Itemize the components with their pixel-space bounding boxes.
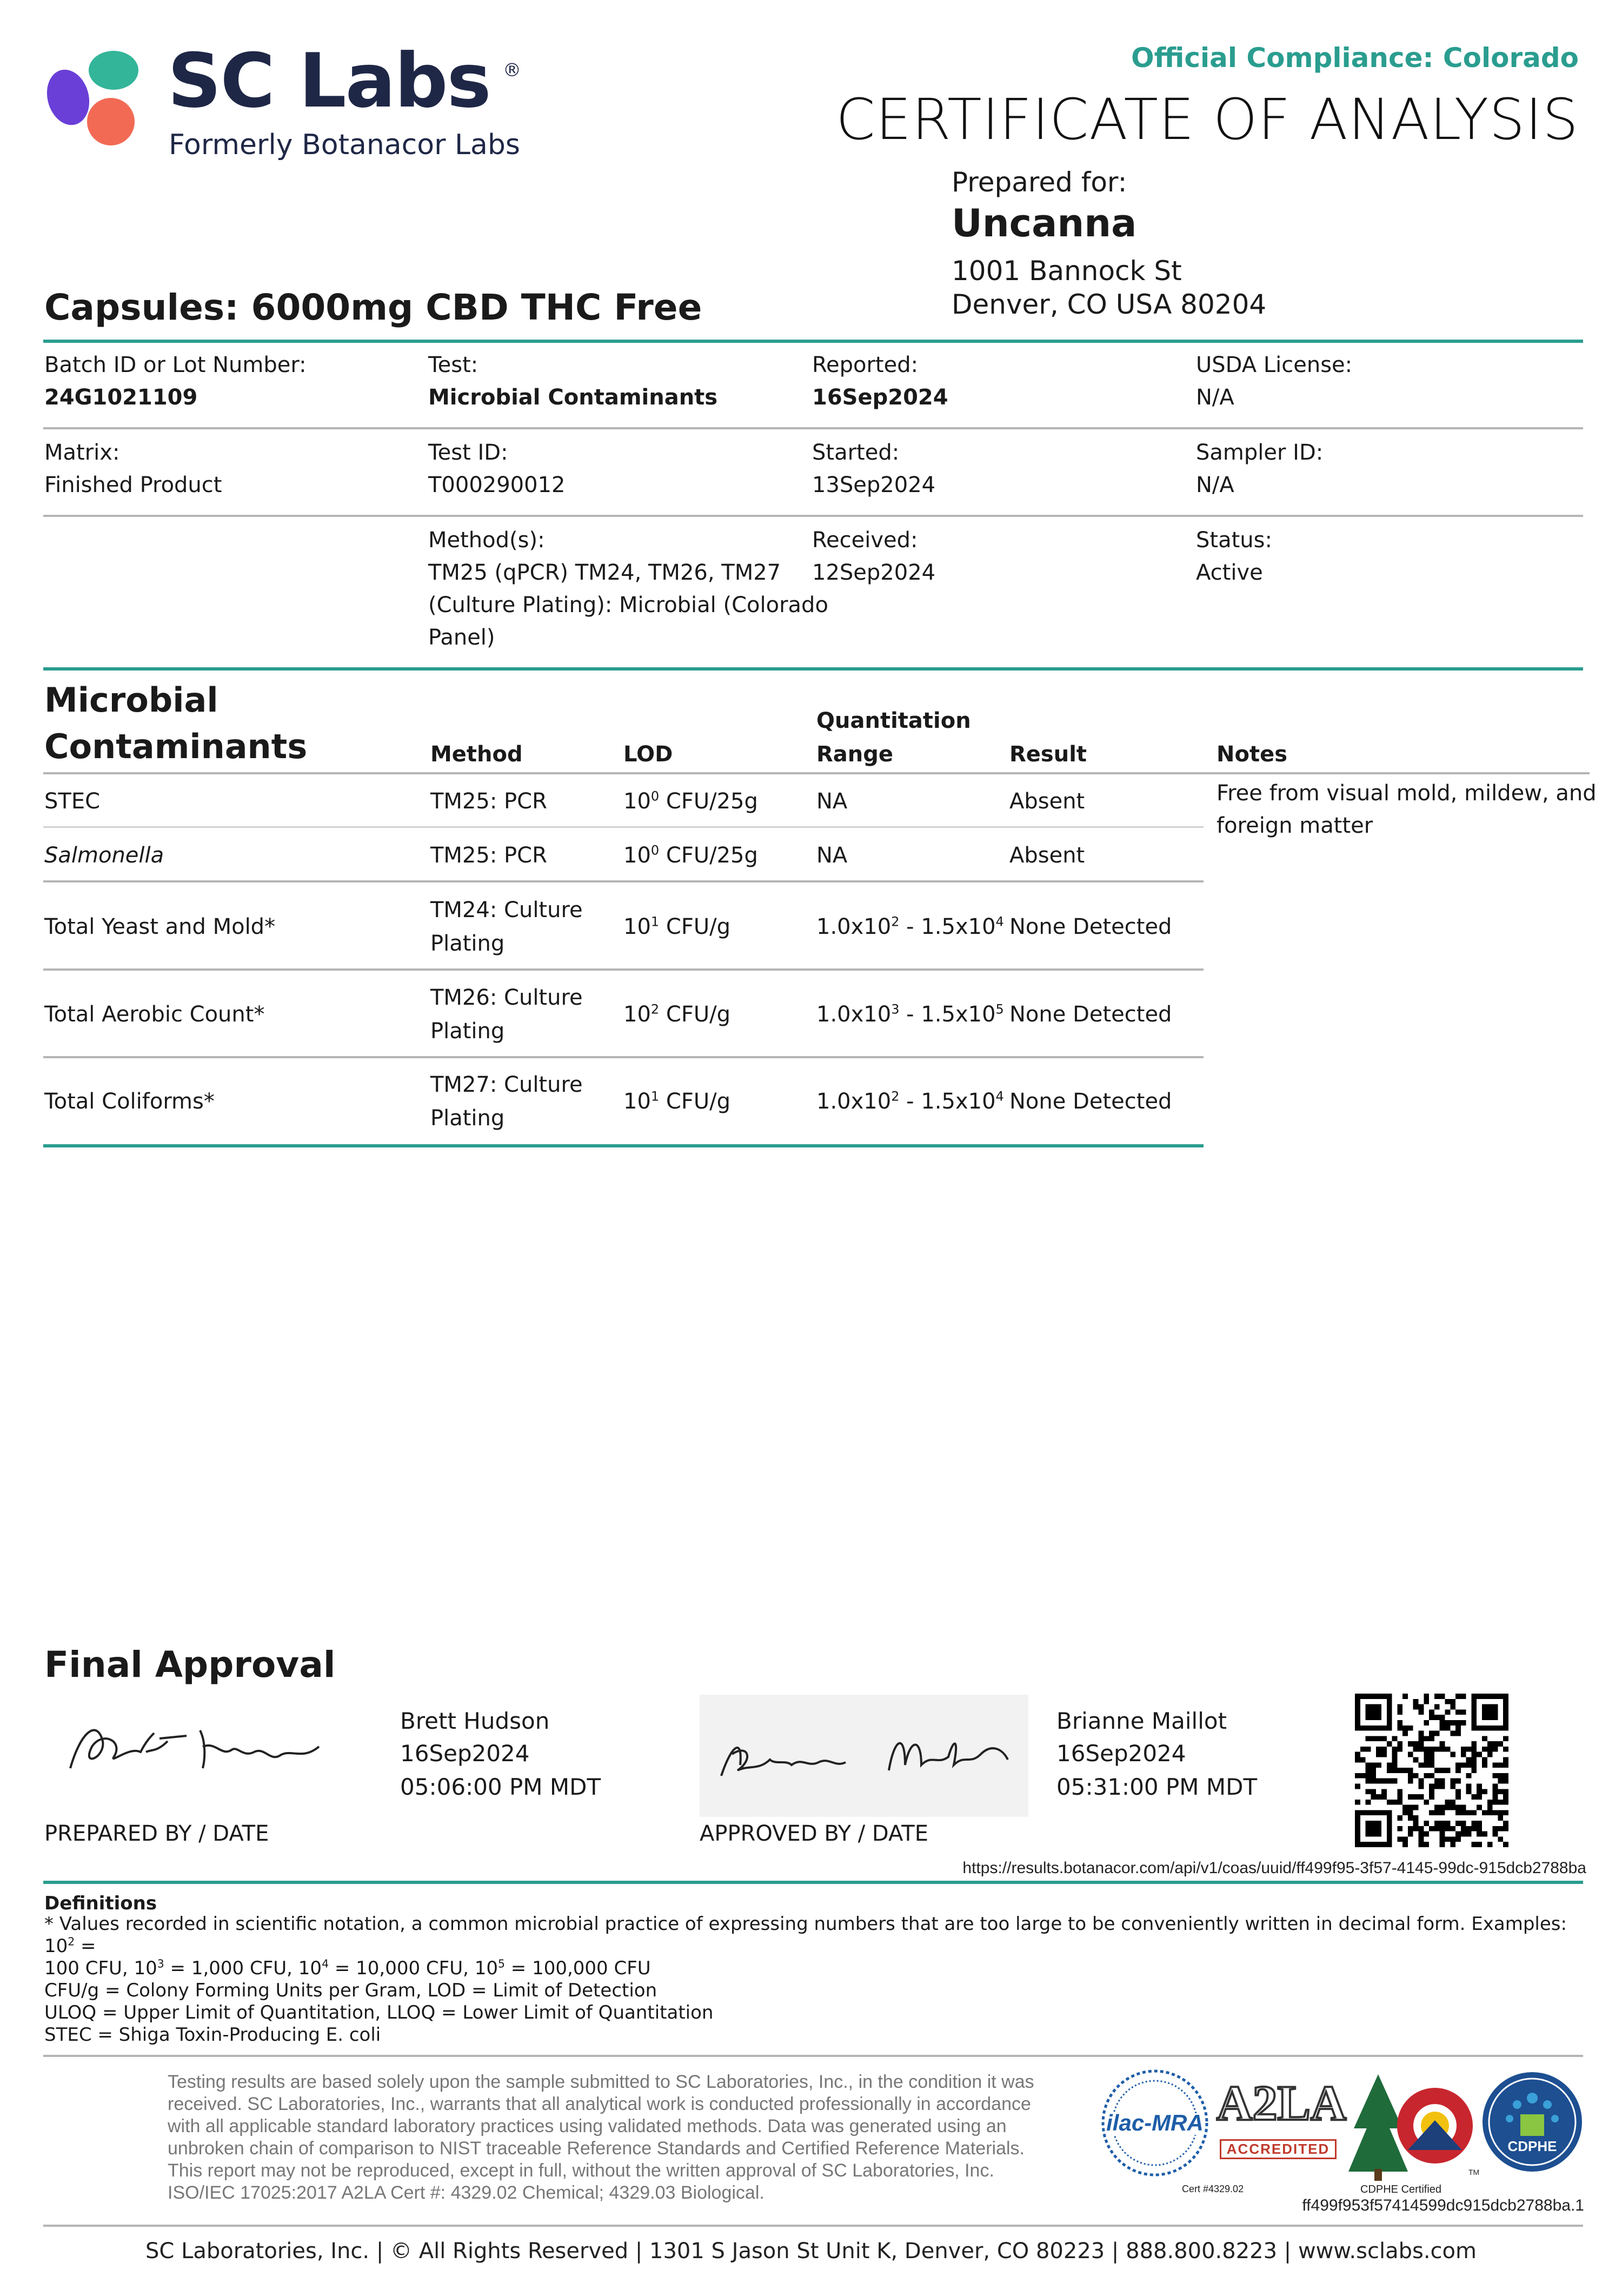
cdphe-text: CDPHE (1507, 2138, 1557, 2154)
definition-text: 100 CFU, 10 (44, 1957, 157, 1979)
client-name: Uncanna (952, 201, 1137, 245)
cell-text: None Detected (1009, 1089, 1172, 1114)
divider (43, 2225, 1583, 2227)
received-label: Received: (812, 528, 918, 553)
disclaimer (168, 2071, 1108, 2204)
notes-line: foreign matter (1216, 813, 1373, 838)
definition-exp: 2 (68, 1935, 75, 1948)
definition-exp: 5 (498, 1957, 505, 1970)
lod-cell (623, 839, 758, 872)
cell-text: Plating (430, 1019, 505, 1044)
cell-text: STEC (44, 789, 101, 814)
disclaimer-line: ISO/IEC 17025:2017 A2LA Cert #: 4329.02 Chemical; 4329.03 Biological. (168, 2182, 765, 2203)
analyte-name (44, 785, 100, 818)
divider (43, 2055, 1583, 2057)
status-label: Status: (1196, 528, 1272, 553)
disclaimer-line: This report may not be reproduced, except in full, without the written approval of SC Laboratories, Inc. (168, 2160, 994, 2181)
cell-text: Absent (1009, 789, 1085, 814)
cell-exp: 4 (995, 1089, 1004, 1104)
preparer-name: Brett Hudson (400, 1708, 550, 1734)
ilac-text: ilac-MRA (1106, 2110, 1204, 2135)
document-id: ff499f953f57414599dc915dcb2788ba.1 (1302, 2197, 1584, 2214)
approval-title: Final Approval (44, 1644, 336, 1685)
matrix-value: Finished Product (44, 473, 222, 497)
cell-text: 10 (623, 1089, 651, 1114)
qr-code-icon[interactable] (1355, 1694, 1508, 1847)
divider (43, 1881, 1583, 1884)
method-value-2: (Culture Plating): Microbial (Colorado (428, 593, 828, 618)
cell-text: 10 (623, 914, 651, 939)
method-cell (430, 839, 547, 872)
cell-exp: 2 (891, 914, 900, 930)
ilac-badge (1101, 2069, 1209, 2177)
result-cell (1009, 1085, 1172, 1118)
range-cell (816, 785, 847, 818)
definition-exp: 3 (157, 1957, 164, 1970)
cell-text: None Detected (1009, 914, 1172, 939)
test-id-value: T000290012 (428, 473, 566, 497)
client-address-1: 1001 Bannock St (952, 255, 1182, 287)
batch-label: Batch ID or Lot Number: (44, 353, 307, 377)
sampler-value: N/A (1196, 473, 1234, 497)
approver-time: 05:31:00 PM MDT (1056, 1774, 1258, 1800)
started-value: 13Sep2024 (812, 473, 936, 497)
cell-exp: 1 (650, 1089, 660, 1104)
definition-text: = 10,000 CFU, 10 (329, 1957, 498, 1979)
svg-text:TM: TM (1468, 2168, 1480, 2176)
definition-text: * Values recorded in scientific notation, a common microbial practice of expressing numbers that are too large to be conveniently written in decimal form. Examples: 10 (44, 1913, 1567, 1957)
analyte-name (44, 910, 275, 944)
cert-number: Cert #4329.02 (1182, 2184, 1244, 2194)
section-title (44, 677, 307, 770)
cell-text: Absent (1009, 843, 1085, 868)
cell-text: NA (816, 843, 848, 868)
cell-text: CFU/g (659, 1002, 730, 1027)
client-address-2: Denver, CO USA 80204 (952, 289, 1267, 320)
range-cell (816, 910, 1004, 944)
divider (43, 515, 1583, 517)
cell-exp: 5 (995, 1001, 1004, 1017)
divider (43, 427, 1583, 429)
cell-text: TM24: Culture (430, 897, 583, 923)
row-divider (43, 968, 1204, 971)
test-label: Test: (428, 353, 478, 377)
col-header-range-2: Range (816, 742, 894, 767)
cell-text: 10 (623, 843, 651, 868)
method-cell (430, 785, 547, 818)
a2la-badge (1216, 2074, 1347, 2169)
divider (43, 340, 1583, 343)
cell-text: 1.0x10 (816, 914, 892, 939)
lod-cell (623, 785, 758, 818)
prepared-signature (59, 1709, 330, 1790)
range-cell (816, 839, 847, 872)
test-value: Microbial Contaminants (428, 385, 718, 410)
cell-text: CFU/25g (659, 843, 758, 868)
cell-text: CFU/g (659, 914, 730, 939)
definition-line: CFU/g = Colony Forming Units per Gram, LOD = Limit of Detection (44, 1980, 657, 2001)
usda-label: USDA License: (1196, 353, 1353, 377)
lod-cell (623, 910, 730, 944)
cell-text: - 1.5x10 (899, 1089, 996, 1114)
method-value-3: Panel) (428, 625, 495, 650)
cell-text: None Detected (1009, 1002, 1172, 1027)
cell-text: 1.0x10 (816, 1002, 892, 1027)
preparer-date: 16Sep2024 (400, 1740, 530, 1767)
cell-text: Total Yeast and Mold* (44, 914, 276, 939)
cell-exp: 2 (650, 1001, 660, 1017)
cell-text: TM25: PCR (430, 789, 547, 814)
prepared-for-label: Prepared for: (952, 167, 1127, 198)
cell-text: CFU/g (659, 1089, 730, 1114)
sampler-label: Sampler ID: (1196, 440, 1324, 465)
definition-exp: 4 (322, 1957, 329, 1970)
analyte-name (44, 839, 164, 872)
received-value: 12Sep2024 (812, 560, 936, 585)
lod-cell (623, 1085, 730, 1118)
logo-tagline: Formerly Botanacor Labs (169, 129, 520, 161)
registered-mark: ® (503, 59, 521, 81)
cell-text: - 1.5x10 (899, 914, 996, 939)
result-cell (1009, 998, 1172, 1031)
preparer-time: 05:06:00 PM MDT (400, 1774, 601, 1800)
method-cell (430, 981, 583, 1048)
prepared-by-label: PREPARED BY / DATE (44, 1821, 269, 1846)
definition-text: = 100,000 CFU (504, 1957, 651, 1979)
colorado-logo-icon (1348, 2069, 1478, 2182)
col-header-notes: Notes (1216, 742, 1288, 767)
signature-icon (700, 1695, 1028, 1817)
cell-exp: 2 (891, 1089, 900, 1104)
results-url[interactable]: https://results.botanacor.com/api/v1/coas/uuid/ff499f95-3f57-4145-99dc-915dcb2788ba (962, 1859, 1586, 1877)
definition-line (44, 1913, 1591, 1957)
cell-text: Total Aerobic Count* (44, 1002, 265, 1027)
result-cell (1009, 785, 1085, 818)
method-label: Method(s): (428, 528, 545, 553)
cdphe-badge (1481, 2071, 1583, 2173)
cell-text: TM27: Culture (430, 1072, 583, 1097)
row-divider (43, 880, 1204, 882)
method-value-1: TM25 (qPCR) TM24, TM26, TM27 (428, 560, 781, 585)
col-header-lod: LOD (623, 742, 673, 767)
disclaimer-line: received. SC Laboratories, Inc., warrants that all analytical work is conducted professionally in accordance (168, 2094, 1031, 2114)
test-id-label: Test ID: (428, 440, 508, 465)
accredited-text: ACCREDITED (1220, 2139, 1337, 2159)
col-header-range-1: Quantitation (816, 708, 971, 733)
disclaimer-line: with all applicable standard laboratory practices using validated methods. Data was generated using an (168, 2116, 1007, 2136)
approver-date: 16Sep2024 (1056, 1740, 1186, 1767)
a2la-text: A2LA (1216, 2075, 1347, 2131)
row-divider (43, 1056, 1204, 1058)
notes-text (1216, 777, 1597, 842)
method-cell (430, 1068, 583, 1135)
row-divider (43, 826, 1204, 828)
definition-text: = 1,000 CFU, 10 (164, 1957, 322, 1979)
definition-line: ULOQ = Upper Limit of Quantitation, LLOQ = Lower Limit of Quantitation (44, 2002, 714, 2023)
cell-text: Plating (430, 1105, 505, 1131)
cell-text: 1.0x10 (816, 1089, 892, 1114)
logo-mark-icon (43, 43, 151, 157)
analyte-name (44, 998, 264, 1031)
cell-text: CFU/25g (659, 789, 758, 814)
footer: SC Laboratories, Inc. | © All Rights Reserved | 1301 S Jason St Unit K, Denver, CO 80223 | 888.800.8223 | www.sclabs.com (145, 2239, 1477, 2264)
cell-exp: 1 (650, 914, 660, 930)
signature-icon (59, 1709, 330, 1790)
cell-text: 10 (623, 1002, 651, 1027)
disclaimer-line: Testing results are based solely upon the sample submitted to SC Laboratories, Inc., in the condition it was (168, 2072, 1034, 2092)
cell-text: 10 (623, 789, 651, 814)
product-name: Capsules: 6000mg CBD THC Free (44, 287, 702, 328)
definition-text: = (75, 1935, 96, 1957)
definitions-body (44, 1913, 1591, 2046)
divider (43, 1144, 1204, 1147)
cell-exp: 3 (891, 1001, 900, 1017)
divider (43, 772, 1590, 774)
started-label: Started: (812, 440, 900, 465)
cell-text: Total Coliforms* (44, 1089, 215, 1114)
range-cell (816, 1085, 1004, 1118)
cell-text: Salmonella (44, 843, 164, 868)
approved-signature (700, 1695, 1028, 1817)
definition-line (44, 1957, 1591, 1980)
method-cell (430, 893, 583, 960)
compliance-label: Official Compliance: Colorado (1131, 42, 1579, 74)
reported-value: 16Sep2024 (812, 385, 948, 410)
batch-value: 24G1021109 (44, 385, 198, 410)
cdphe-logo-icon (1481, 2071, 1583, 2173)
lod-cell (623, 998, 730, 1031)
cell-exp: 4 (995, 914, 1004, 930)
section-title-line: Contaminants (44, 727, 308, 766)
matrix-label: Matrix: (44, 440, 120, 465)
cell-exp: 0 (650, 842, 660, 858)
col-header-result: Result (1009, 742, 1087, 767)
usda-value: N/A (1196, 385, 1234, 410)
cell-text: - 1.5x10 (899, 1002, 996, 1027)
notes-line: Free from visual mold, mildew, and (1216, 781, 1597, 806)
status-value: Active (1196, 560, 1263, 585)
result-cell (1009, 839, 1085, 872)
logo-brand: SC Labs (168, 37, 490, 124)
document-title: CERTIFICATE OF ANALYSIS (836, 87, 1579, 152)
divider (43, 667, 1583, 671)
definitions-title: Definitions (44, 1893, 157, 1914)
cell-text: NA (816, 789, 848, 814)
cell-text: TM26: Culture (430, 985, 583, 1010)
cdphe-certified: CDPHE Certified (1360, 2184, 1442, 2195)
approved-by-label: APPROVED BY / DATE (700, 1821, 928, 1846)
analyte-name (44, 1085, 215, 1118)
result-cell (1009, 910, 1172, 944)
logo (43, 38, 530, 168)
cell-exp: 0 (650, 788, 660, 804)
cell-text: TM25: PCR (430, 843, 547, 868)
reported-label: Reported: (812, 353, 919, 377)
cell-text: Plating (430, 931, 505, 956)
range-cell (816, 998, 1004, 1031)
disclaimer-line: unbroken chain of comparison to NIST traceable Reference Standards and Certified Reference Materials. (168, 2138, 1025, 2159)
section-title-line: Microbial (44, 680, 218, 720)
approver-name: Brianne Maillot (1056, 1708, 1227, 1734)
definition-line: STEC = Shiga Toxin-Producing E. coli (44, 2024, 381, 2046)
col-header-method: Method (430, 742, 523, 767)
